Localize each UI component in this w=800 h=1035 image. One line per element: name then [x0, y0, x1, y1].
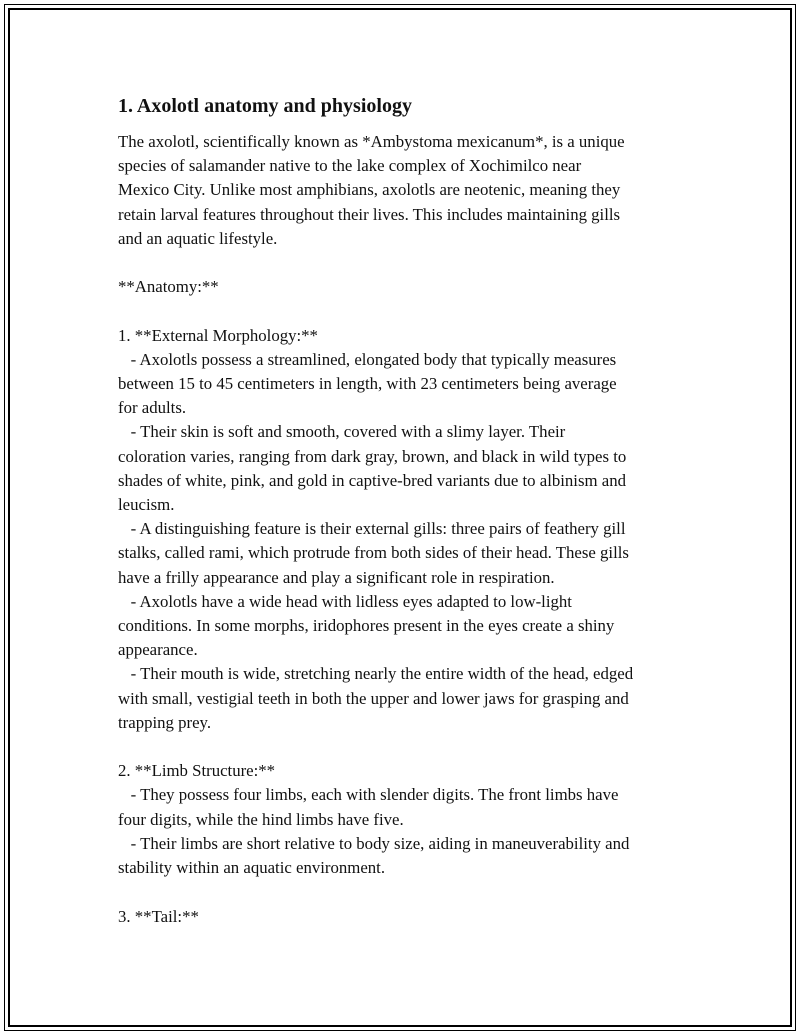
document-content — [118, 93, 688, 929]
document-title: 1. Axolotl anatomy and physiology — [118, 95, 412, 117]
document-body-text: The axolotl, scientifically known as *Ambystoma mexicanum*, is a unique species of salamander native to the lake complex of Xochimilco near Mexico City. Unlike most amphibians, axolotls are neotenic, meaning they retain larval features throughout their lives. This includes maintaining gills and an aquatic lifestyle. **Anatomy:** 1. **External Morphology:** - Axolotls possess a streamlined, elongated body that typically measures between 15 to 45 centimeters in length, with 23 centimeters being average for adults. - Their skin is soft and smooth, covered with a slimy layer. Their coloration varies, ranging from dark gray, brown, and black in wild types to shades of white, pink, and gold in captive-bred variants due to albinism and leucism. - A distinguishing feature is their external gills: three pairs of feathery gill stalks, called rami, which protrude from both sides of their head. These gills have a frilly appearance and play a significant role in respiration. - Axolotls have a wide head with lidless eyes adapted to low-light conditions. In some morphs, iridophores present in the eyes create a shiny appearance. - Their mouth is wide, stretching nearly the entire width of the head, edged with small, vestigial teeth in both the upper and lower jaws for grasping and trapping prey. 2. **Limb Structure:** - They possess four limbs, each with slender digits. The front limbs have four digits, while the hind limbs have five. - Their limbs are short relative to body size, aiding in maneuverability and stability within an aquatic environment. 3. **Tail:** — [118, 132, 634, 926]
